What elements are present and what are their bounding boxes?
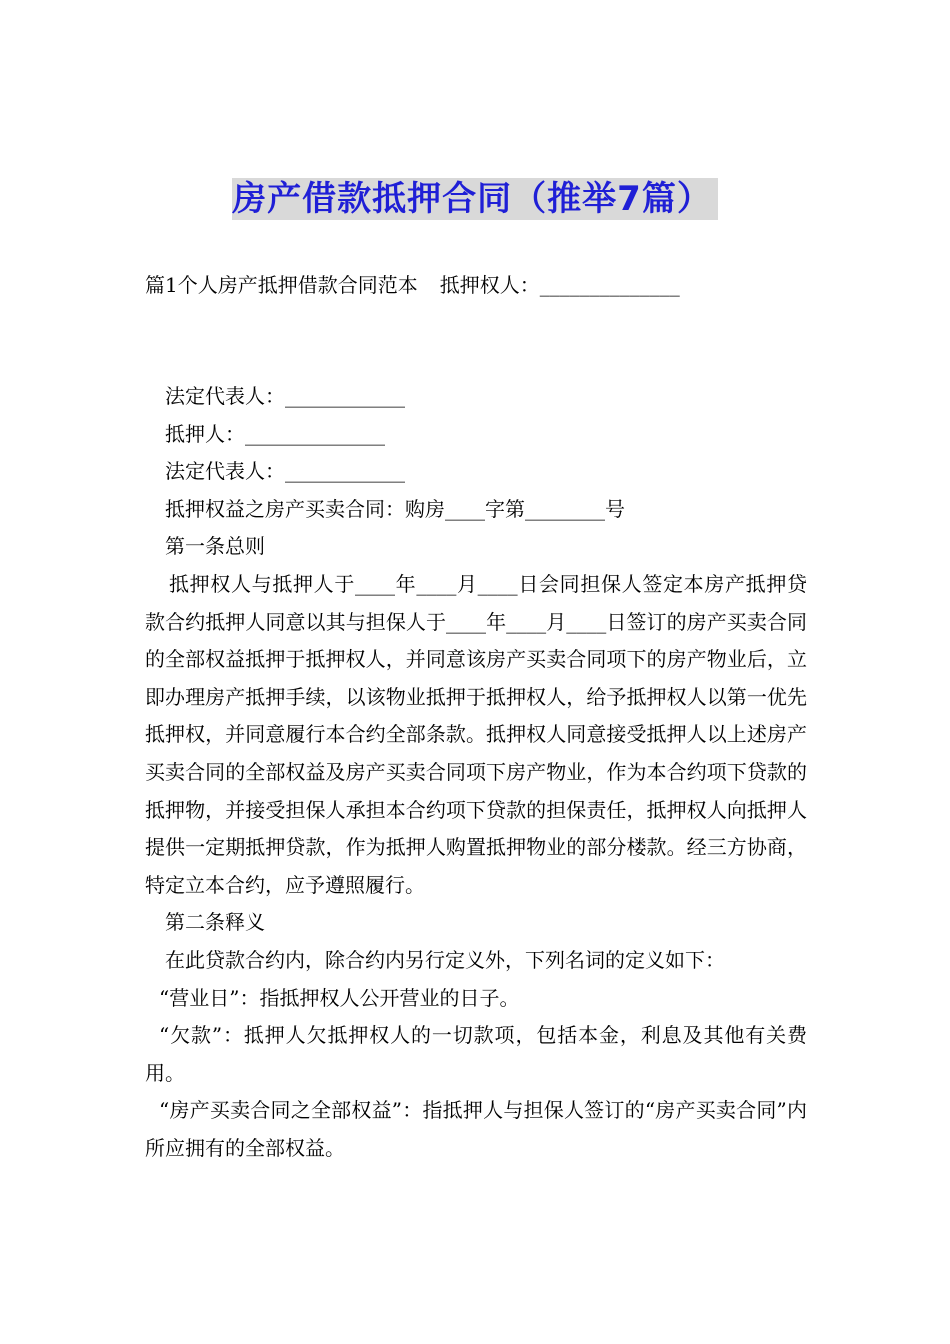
article-1-heading: 第一条总则 (165, 534, 265, 559)
title-wrapper (0, 178, 950, 220)
article-1-text: 抵押权人与抵押人于____年____月____日会同担保人签定本房产抵押贷款合约抵押人同意以其与担保人于____年____月____日签订的房产买卖合同的全部权益抵押于抵押权人，并同意该房产买卖合同项下的房产物业后，立即办理房产抵押手续，以该物业抵押于抵押权人，给予抵押权人以第一优先抵押权，并同意履行本合约全部条款。抵押权人同意接受抵押人以上述房产买卖合同的全部权益及房产买卖合同项下房产物业，作为本合约项下贷款的抵押物，并接受担保人承担本合约项下贷款的担保责任，抵押权人向抵押人提供一定期抵押贷款，作为抵押人购置抵押物业的部分楼款。经三方协商，特定立本合约，应予遵照履行。 (145, 571, 807, 897)
definition-contract-rights: “房产买卖合同之全部权益”：指抵押人与担保人签订的“房产买卖合同”内所应拥有的全部权益。 (145, 1098, 807, 1160)
definition-debt: “欠款”：抵押人欠抵押权人的一切款项，包括本金，利息及其他有关费用。 (145, 1023, 807, 1085)
mortgagor-field: 抵押人：______________ (165, 421, 385, 446)
mortgagee-field: 抵押权人：______________ (439, 273, 680, 297)
intro-line (145, 270, 680, 300)
contract-number-field: 抵押权益之房产买卖合同：购房____字第________号 (165, 496, 625, 521)
legal-rep-field-2: 法定代表人：____________ (165, 459, 405, 484)
page-title: 房产借款抵押合同（推举7篇） (232, 178, 718, 220)
legal-rep-field: 法定代表人：____________ (165, 384, 405, 408)
article-2-intro: 在此贷款合约内，除合约内另行定义外，下列名词的定义如下： (165, 947, 725, 972)
contract-body (145, 378, 807, 1167)
definition-business-day: “营业日”：指抵押权人公开营业的日子。 (159, 985, 520, 1010)
article-2-heading: 第二条释义 (165, 910, 265, 935)
section-heading: 篇1个人房产抵押借款合同范本 (145, 273, 418, 297)
